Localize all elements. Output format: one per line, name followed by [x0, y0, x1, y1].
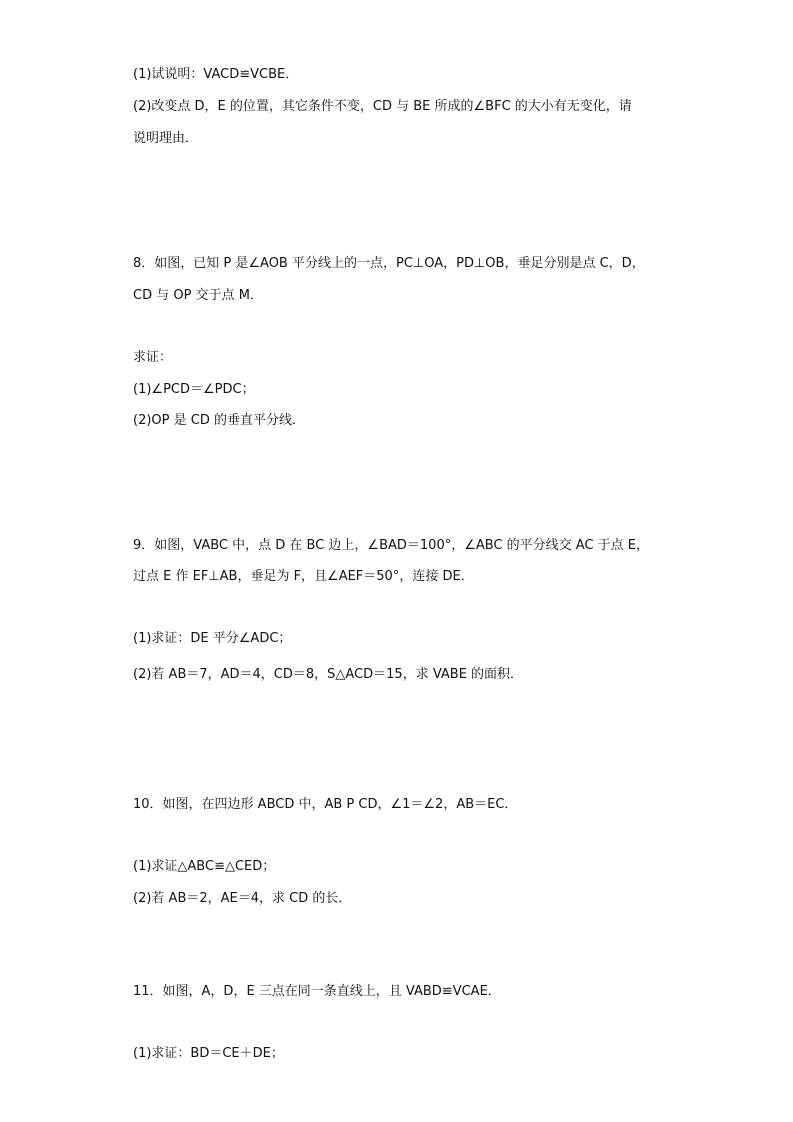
- text-line-p7-q2: (2)改变点 D，E 的位置，其它条件不变，CD 与 BE 所成的∠BFC 的大小有无变化，请: [133, 99, 632, 114]
- text-line-p9-stem: 9．如图，VABC 中，点 D 在 BC 边上，∠BAD＝100°，∠ABC 的平分线交 AC 于点 E，: [133, 538, 650, 553]
- text-line-p8-prove: 求证：: [133, 350, 173, 365]
- text-line-p9-q2: (2)若 AB＝7，AD＝4，CD＝8，S△ACD＝15，求 VABE 的面积．: [133, 667, 524, 682]
- text-line-p8-q2: (2)OP 是 CD 的垂直平分线．: [133, 413, 305, 428]
- text-line-p8-q1: (1)∠PCD＝∠PDC；: [133, 382, 255, 397]
- text-line-p7-q1: (1)试说明：VACD≌VCBE．: [133, 67, 299, 82]
- text-line-p11-stem: 11．如图，A，D，E 三点在同一条直线上，且 VABD≌VCAE．: [133, 984, 501, 999]
- text-line-p8-stem: 8．如图，已知 P 是∠AOB 平分线上的一点，PC⊥OA，PD⊥OB，垂足分别是点 C，D，: [133, 256, 645, 271]
- text-line-p10-q1: (1)求证△ABC≌△CED；: [133, 859, 276, 874]
- text-line-p11-q1: (1)求证：BD＝CE＋DE；: [133, 1046, 284, 1061]
- text-line-p7-q2b: 说明理由．: [133, 131, 199, 146]
- text-line-p10-q2: (2)若 AB＝2，AE＝4，求 CD 的长．: [133, 891, 352, 906]
- text-line-p8-stem2: CD 与 OP 交于点 M．: [133, 288, 263, 303]
- text-line-p10-stem: 10．如图，在四边形 ABCD 中，AB P CD，∠1＝∠2，AB＝EC．: [133, 797, 518, 812]
- text-line-p9-stem2: 过点 E 作 EF⊥AB，垂足为 F，且∠AEF＝50°，连接 DE．: [133, 569, 474, 584]
- text-line-p9-q1: (1)求证：DE 平分∠ADC；: [133, 631, 292, 646]
